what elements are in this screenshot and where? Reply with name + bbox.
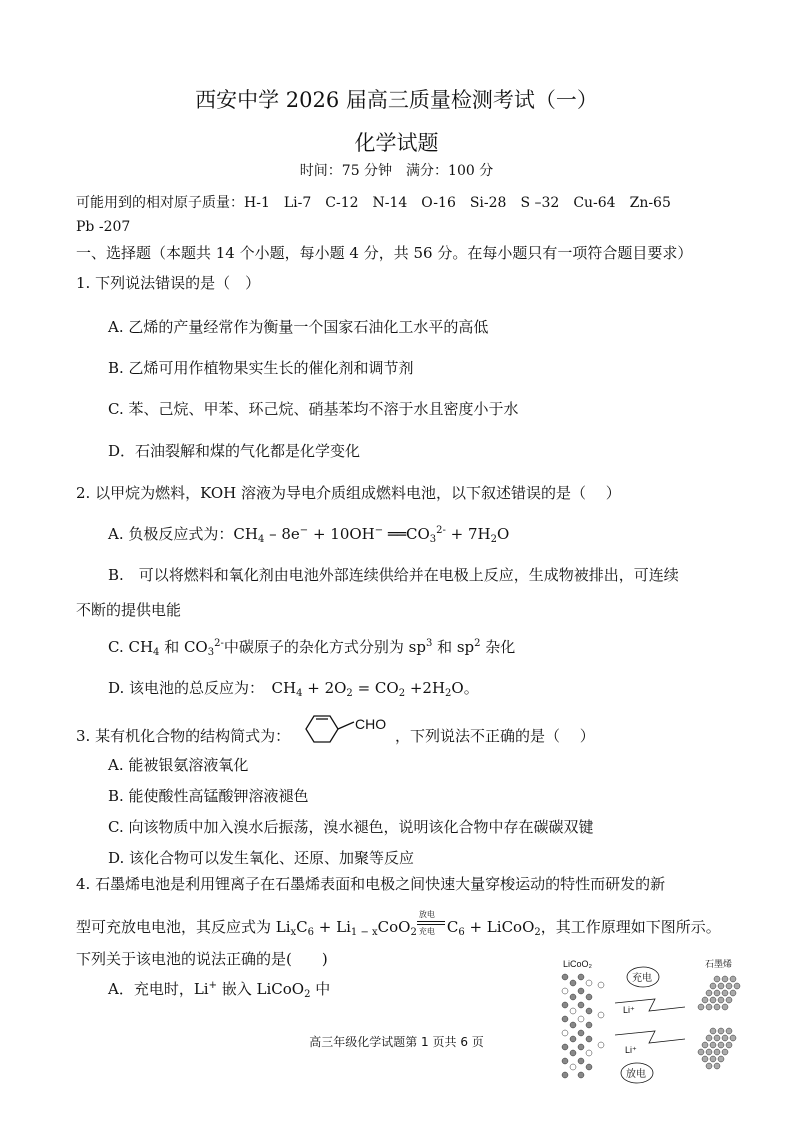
cho-label: CHO	[355, 716, 387, 732]
licoo2-electrode	[562, 974, 604, 1078]
question-3-option-c: C. 向该物质中加入溴水后振荡，溴水褪色，说明该化合物中存在碳碳双键	[108, 818, 594, 836]
graphene-electrode	[698, 976, 740, 1069]
li-ion-label-top: Li⁺	[623, 1005, 635, 1015]
question-2-option-c: C. $CH_4$ 和 $CO_3^{2-}$中碳原子的杂化方式分别为 $sp^3$ 和 $sp^2$ 杂化	[108, 638, 516, 658]
question-2-stem: 2. 以甲烷为燃料，KOH 溶液为导电介质组成燃料电池，以下叙述错误的是（ ）	[76, 484, 621, 502]
graphene-label: 石墨烯	[705, 959, 733, 969]
section-heading: 一、选择题（本题共 14 个小题，每小题 4 分，共 56 分。在每小题只有一项符合题目要求）	[76, 244, 693, 262]
subject-title: 化学试题	[354, 131, 439, 155]
li-ion-label-bottom: Li⁺	[625, 1045, 637, 1055]
question-3-option-a: A. 能被银氨溶液氧化	[108, 756, 249, 774]
question-4-option-a: A．充电时，Li+ 嵌入 LiCoO$_2$ 中	[108, 980, 331, 1000]
question-2-option-a: A. 负极反应式为：$CH_4 - 8e^- + 10OH^-$ $══CO_3^{2-} + 7H_2O$	[108, 525, 510, 545]
discharge-label: 放电	[626, 1069, 646, 1080]
question-1-stem: 1. 下列说法错误的是（ ）	[76, 274, 261, 292]
question-3-stem-prefix: 3. 某有机化合物的结构简式为：	[76, 727, 291, 745]
question-4-stem-line-1: 4. 石墨烯电池是利用锂离子在石墨烯表面和电极之间快速大量穿梭运动的特性而研发的新	[76, 875, 666, 893]
question-3-option-b: B. 能使酸性高锰酸钾溶液褪色	[108, 787, 309, 805]
cyclohexene-aldehyde-structure	[302, 712, 392, 746]
page-footer: 高三年级化学试题第 1 页共 6 页	[309, 1035, 484, 1049]
question-1-option-b: B. 乙烯可用作植物果实生长的催化剂和调节剂	[108, 359, 414, 377]
time-score: 时间：75 分钟 满分：100 分	[299, 163, 494, 179]
question-2-option-b-line-2: 不断的提供电能	[76, 601, 182, 619]
question-1-option-d: D．石油裂解和煤的气化都是化学变化	[108, 442, 361, 460]
atomic-masses-line-1: 可能用到的相对原子质量：H-1 Li-7 C-12 N-14 O-16 Si-28 S –32 Cu-64 Zn-65	[76, 195, 671, 211]
battery-working-principle-figure	[555, 955, 785, 1085]
question-4-stem-line-2: 型可充放电电池，其反应式为 $Li_xC_6 + Li_{1 - x}CoO_2$ 放电 充电 $C_6$ + LiCoO$_2$，其工作原理如下图所示。	[76, 910, 721, 938]
reversible-arrow: 放电 充电	[417, 916, 447, 932]
question-3-stem-suffix: ，下列说法不正确的是（ ）	[395, 727, 595, 745]
exam-title: 西安中学 2026 届高三质量检测考试（一）	[195, 88, 598, 112]
charge-label: 充电	[632, 973, 652, 984]
question-4-stem-line-3: 下列关于该电池的说法正确的是( )	[76, 950, 328, 968]
question-2-option-d: D. 该电池的总反应为： $CH_4 + 2O_2 = CO_2 +2H_2O$。	[108, 679, 479, 699]
question-3-option-d: D. 该化合物可以发生氧化、还原、加聚等反应	[108, 849, 415, 867]
atomic-masses-line-2: Pb -207	[76, 219, 131, 235]
question-1-option-c: C. 苯、己烷、甲苯、环己烷、硝基苯均不溶于水且密度小于水	[108, 400, 519, 418]
licoo2-label: LiCoO₂	[563, 959, 593, 969]
question-2-option-b-line-1: B. 可以将燃料和氧化剂由电池外部连续供给并在电极上反应，生成物被排出，可连续	[108, 566, 679, 584]
question-1-option-a: A. 乙烯的产量经常作为衡量一个国家石油化工水平的高低	[108, 318, 489, 336]
